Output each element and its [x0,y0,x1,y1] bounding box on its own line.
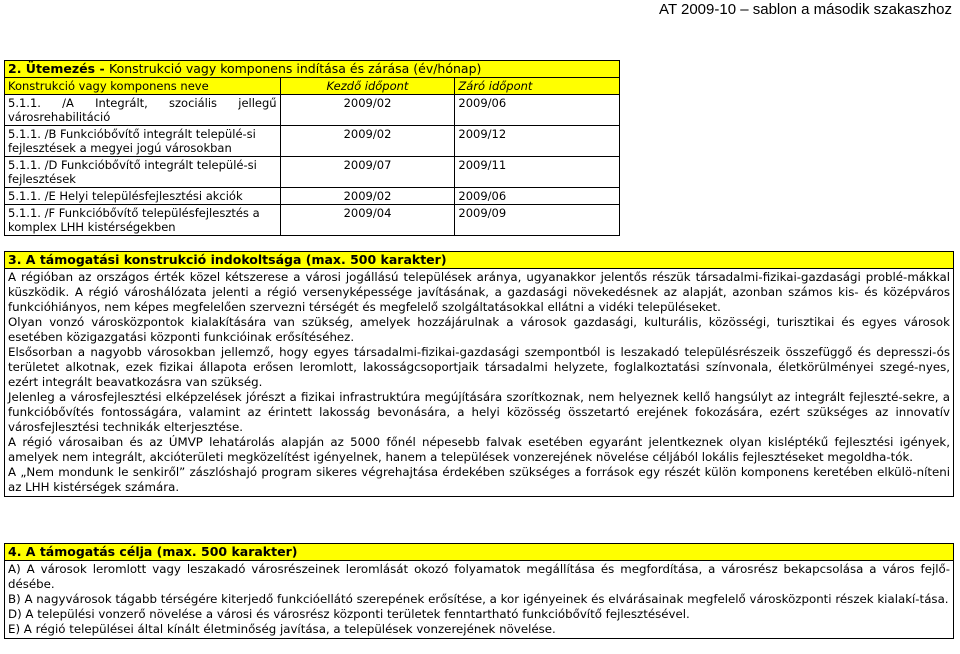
row-end: 2009/11 [455,157,620,188]
justification-paragraph: A régió városaiban és az ÚMVP lehatárolás alapján az 5000 főnél népesebb falvak esetében egyaránt jelentkeznek olyan kisléptékű fejlesztési igények, amelyek nem integrált, akcióterületi megközelítést igényelnek, hanem a települések vonzerejének növelése céljából lokális fejlesztéseket megoldha-tók. [8,435,950,464]
col-header-name: Konstrukció vagy komponens neve [5,78,281,95]
goal-paragraph: A) A városok leromlott vagy leszakadó városrészeinek leromlását okozó folyamatok megállítása és megfordítása, a városrész bekapcsolása a város fejlő-désébe. [8,562,950,591]
goal-paragraph: D) A települési vonzerő növelése a városi és városrész központi területek fenntartható funkcióbővítő fejlesztésével. [8,607,690,621]
col-header-start: Kezdő időpont [280,78,455,95]
row-end: 2009/06 [455,95,620,126]
row-start: 2009/02 [280,95,455,126]
row-name: 5.1.1. /A Integrált, szociális jellegű városrehabilitáció [5,95,281,126]
schedule-title-text: Konstrukció vagy komponens indítása és zárása (év/hónap) [109,61,482,76]
table-row [5,126,620,157]
document-header-title: AT 2009-10 – sablon a második szakaszhoz [659,1,952,18]
row-start: 2009/07 [280,157,455,188]
row-name: 5.1.1. /E Helyi településfejlesztési akciók [5,188,281,205]
justification-paragraph: Elsősorban a nagyobb városokban jellemző, hogy egyes társadalmi-fizikai-gazdasági szempontból is leszakadó településrészeik összefüggő és depresszi-ós területet alkotnak, ezek fizikai állapota erősen leromlott, lakosságcsoportjaik társadalmi helyzete, foglalkoztatási színvonala, életkörülményei szegé-nyes, ezért integrált beavatkozásra van szükség. [8,345,950,389]
justification-body [4,269,954,497]
row-name: 5.1.1. /B Funkcióbővítő integrált települé-si fejlesztések a megyei jogú városokban [5,126,281,157]
goal-title: 4. A támogatás célja (max. 500 karakter) [4,543,954,561]
row-end: 2009/12 [455,126,620,157]
justification-paragraph: Jelenleg a városfejlesztési elképzelések jórészt a fizikai infrastruktúra megújítására szorítkoznak, nem helyeznek kellő hangsúlyt az integrált fejleszté-sekre, a funkcióbővítés fontosságára, valamint az érintett lakosság bevonására, a helyi közösség összetartó erejének fokozására, ezért szükséges az innovatív városfejlesztési technikák elterjesztése. [8,390,950,434]
table-row [5,188,620,205]
col-header-end: Záró időpont [455,78,620,95]
justification-paragraph: A „Nem mondunk le senkiről” zászlóshajó program sikeres végrehajtása érdekében szükséges a források egy részét külön komponens keretében elkülö-níteni az LHH kistérségek számára. [8,465,950,494]
table-row [5,157,620,188]
goal-section [4,543,954,639]
goal-paragraph: B) A nagyvárosok tágabb térségére kiterjedő funkcióellátó szerepének erősítése, a kor igényeinek és elvárásainak megfelelő városközponti részek kialakí-tása. [8,592,949,606]
goal-body [4,561,954,639]
row-start: 2009/02 [280,188,455,205]
justification-title: 3. A támogatási konstrukció indokoltsága (max. 500 karakter) [4,251,954,269]
justification-paragraph: A régióban az országos érték közel kétszerese a városi jogállású települések aránya, ugyanakkor jelentős részük társadalmi-fizikai-gazdasági problé-mákkal küszködik. A régió városhálózata jelenti a régió versenyképessége javításának, a gazdasági növekedésnek az alapját, azonban számos kis- és középváros funkcióhiányos, nem képes megfelelően szervezni térségét és megfelelő szolgáltatásokkal ellátni a vidéki településeket. [8,270,950,314]
schedule-table [4,60,620,236]
schedule-title-number: 2. Ütemezés - [8,61,109,76]
table-row [5,205,620,236]
row-start: 2009/02 [280,126,455,157]
table-row [5,95,620,126]
justification-section [4,251,954,497]
schedule-header-row [5,78,620,95]
row-name: 5.1.1. /D Funkcióbővítő integrált települé-si fejlesztések [5,157,281,188]
goal-paragraph: E) A régió települései által kínált életminőség javítása, a települések vonzerejének növelése. [8,622,556,636]
row-end: 2009/09 [455,205,620,236]
row-name: 5.1.1. /F Funkcióbővítő településfejlesztés a komplex LHH kistérségekben [5,205,281,236]
schedule-title-row [5,61,620,78]
justification-paragraph: Olyan vonzó városközpontok kialakítására van szükség, amelyek hozzájárulnak a városok gazdasági, kulturális, közösségi, turisztikai és egyes városok esetében közigazgatási központi funkcióinak erősítéséhez. [8,315,950,344]
row-end: 2009/06 [455,188,620,205]
schedule-title [5,61,620,78]
row-start: 2009/04 [280,205,455,236]
